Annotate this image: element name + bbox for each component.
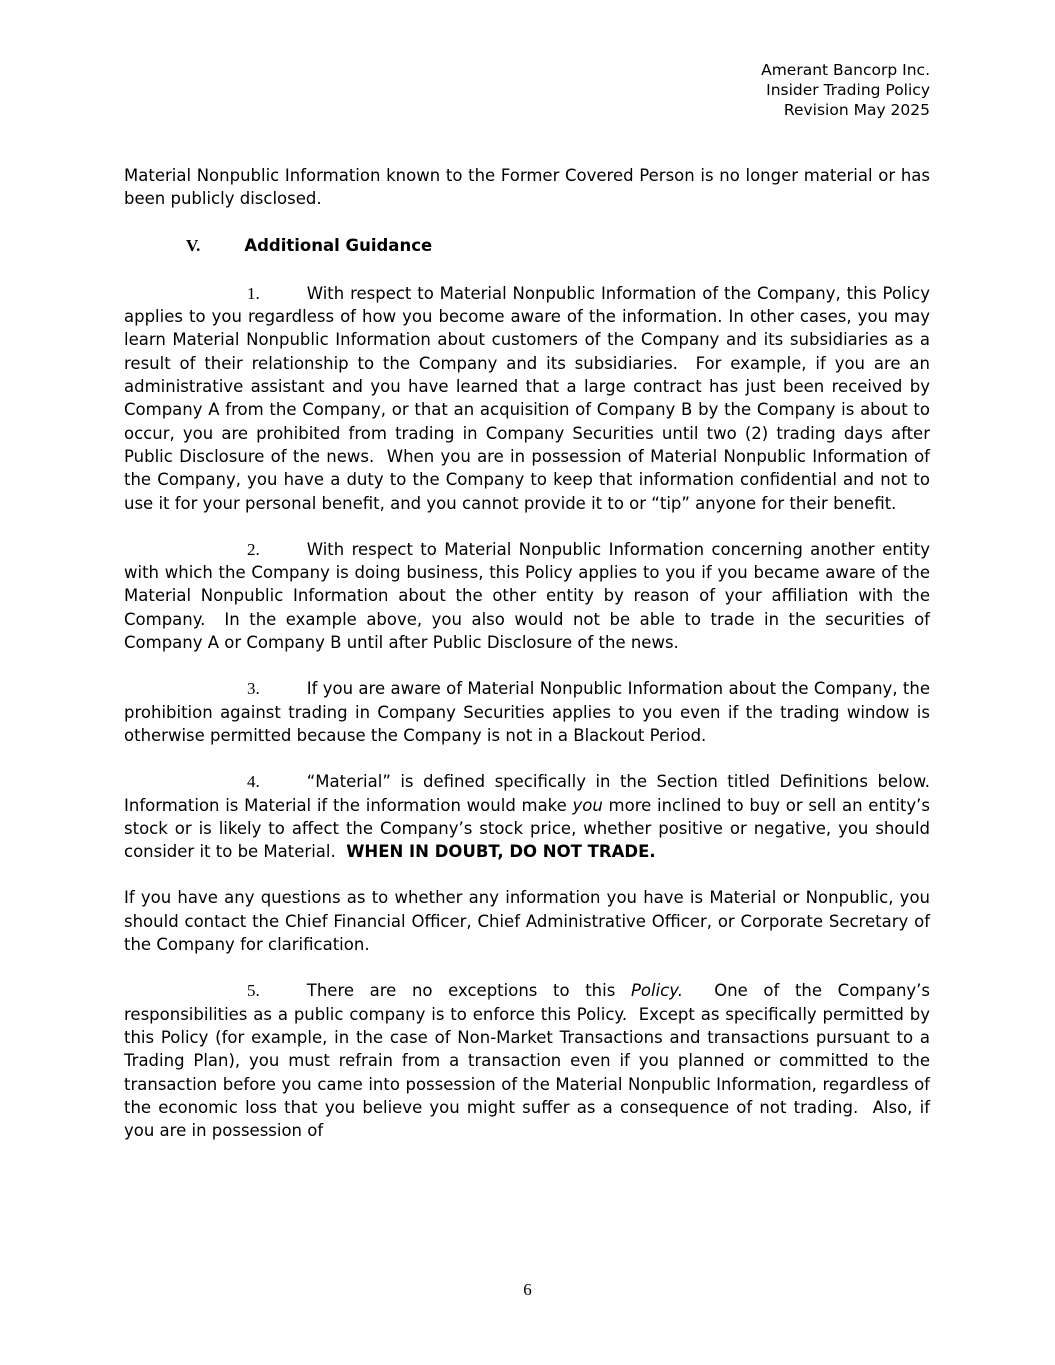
list-number: 3.	[247, 679, 260, 699]
numbered-paragraph	[124, 282, 936, 515]
header-line: Amerant Bancorp Inc.	[761, 61, 930, 79]
list-number: 4.	[247, 772, 260, 792]
page-number: 6	[523, 1280, 532, 1299]
text-run: There are no exceptions to this	[306, 981, 631, 1001]
text-run: “Material” is defined specifically in the Section titled Definitions below. Information is Material if the information would make	[124, 772, 941, 815]
section-title: Additional Guidance	[244, 235, 433, 255]
text-run: Policy.	[630, 981, 683, 1001]
text-run: One of the Company’s responsibilities as a public company is to enforce this Policy. Except as specifically permitted by this Policy (for example, in the case of Non-Market Transactions and transactions pursuant to a Trading Plan), you must refrain from a transaction even if you planned or committed to the transaction before you came into possession of the Material Nonpublic Information, regardless of the economic loss that you believe you might suffer as a consequence of not trading. Also, if you are in possession of	[124, 981, 936, 1141]
section-number: V.	[186, 235, 201, 255]
header-line: Insider Trading Policy	[766, 81, 930, 99]
document-body	[124, 164, 941, 1142]
section-heading	[186, 234, 930, 257]
text-run: If you are aware of Material Nonpublic Information about the Company, the prohibition against trading in Company Securities applies to you even if the trading window is otherwise permitted because the Company is not in a Blackout Period.	[124, 679, 936, 745]
numbered-paragraph	[124, 770, 941, 863]
text-run: With respect to Material Nonpublic Information concerning another entity with which the Company is doing business, this Policy applies to you if you became aware of the Material Nonpublic Information about the other entity by reason of your affiliation with the Company. In the example above, you also would not be able to trade in the securities of Company A or Company B until after Public Disclosure of the news.	[124, 539, 936, 653]
numbered-paragraph	[124, 979, 936, 1142]
text-run: Material Nonpublic Information known to the Former Covered Person is no longer material or has been publicly disclosed.	[124, 166, 936, 209]
list-number: 5.	[247, 981, 260, 1001]
header-line: Revision May 2025	[783, 101, 930, 119]
document-header	[124, 60, 930, 120]
page-footer	[0, 1280, 1055, 1300]
paragraph	[124, 164, 936, 211]
text-run: If you have any questions as to whether any information you have is Material or Nonpublic, you should contact the Chief Financial Officer, Chief Administrative Officer, or Corporate Secretary of the Company for clarification.	[124, 888, 936, 955]
text-run: more inclined to buy or sell an entity’s stock or is likely to affect the Company’s stock price, whether positive or negative, you should consider it to be Material.	[124, 795, 936, 862]
text-run: With respect to Material Nonpublic Information of the Company, this Policy applies to you regardless of how you become aware of the information. In other cases, you may learn Material Nonpublic Information about customers of the Company and its subsidiaries as a result of their relationship to the Company and its subsidiaries. For example, if you are an administrative assistant and you have learned that a large contract has just been received by Company A from the Company, or that an acquisition of Company B by the Company is about to occur, you are prohibited from trading in Company Securities until two (2) trading days after Public Disclosure of the news. When you are in possession of Material Nonpublic Information of the Company, you have a duty to the Company to keep that information confidential and not to use it for your personal benefit, and you cannot provide it to or “tip” anyone for their benefit.	[124, 283, 936, 513]
list-number: 2.	[247, 539, 260, 559]
text-run: you	[572, 795, 603, 815]
paragraph	[124, 886, 936, 956]
numbered-paragraph	[124, 538, 936, 654]
numbered-paragraph	[124, 677, 936, 747]
list-number: 1.	[247, 283, 260, 303]
text-run: WHEN IN DOUBT, DO NOT TRADE.	[346, 842, 656, 862]
